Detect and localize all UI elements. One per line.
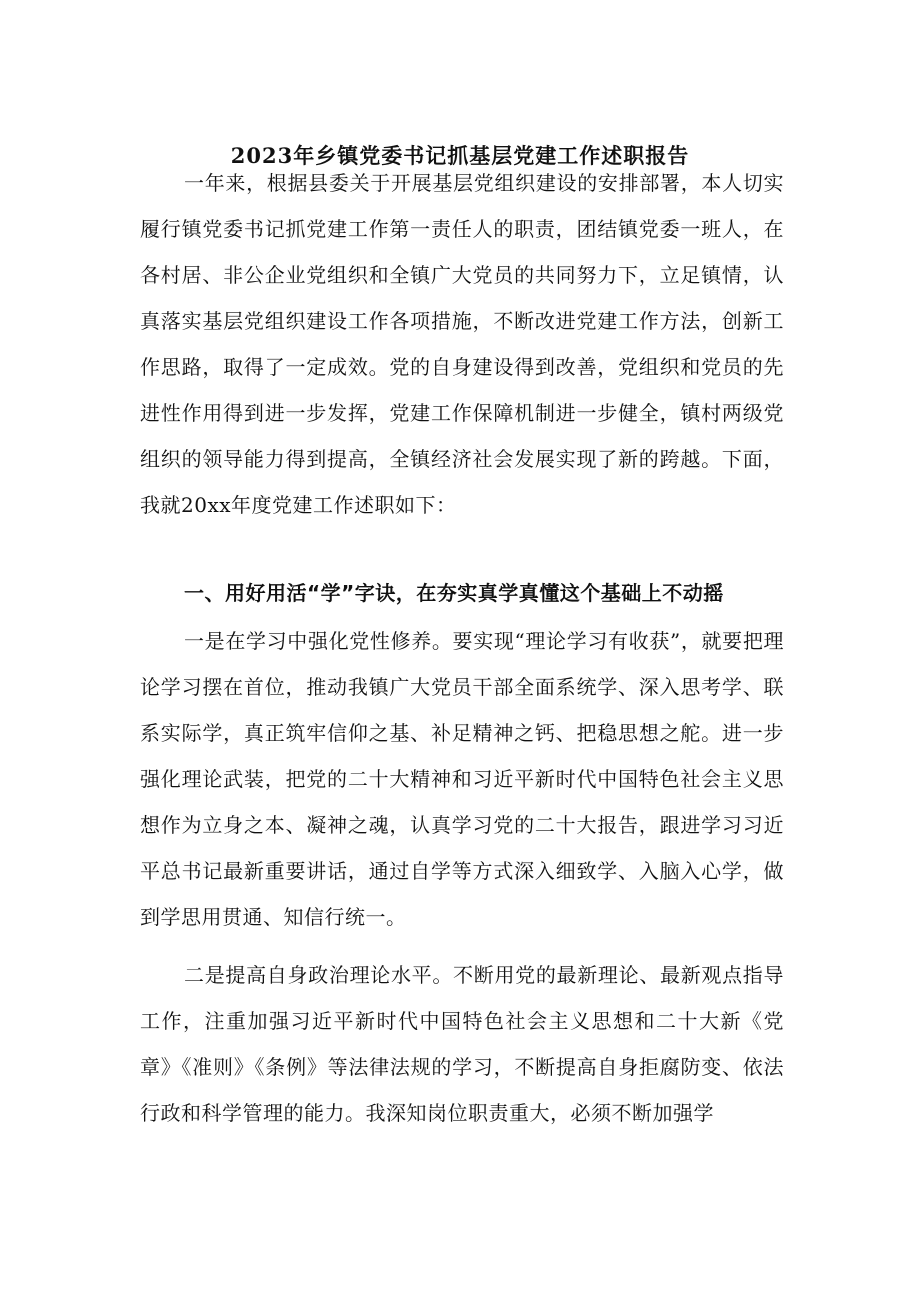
document-title: 2023年乡镇党委书记抓基层党建工作述职报告 — [230, 143, 690, 168]
paragraph-study-party-spirit: 一是在学习中强化党性修养。要实现“理论学习有收获”，就要把理论学习摆在首位，推动我镇广大党员干部全面系统学、深入思考学、联系实际学，真正筑牢信仰之基、补足精神之钙、把稳思想之舵。进一步强化理论武装，把党的二十大精神和习近平新时代中国特色社会主义思想作为立身之本、凝神之魂，认真学习党的二十大报告，跟进学习习近平总书记最新重要讲话，通过自学等方式深入细致学、入脑入心学，做到学思用贯通、知信行统一。 — [140, 629, 784, 929]
section-heading-1: 一、用好用活“学”字诀，在夯实真学真懂这个基础上不动摇 — [184, 581, 724, 605]
paragraph-political-theory: 二是提高自身政治理论水平。不断用党的最新理论、最新观点指导工作，注重加强习近平新时代中国特色社会主义思想和二十大新《党章》《准则》《条例》等法律法规的学习，不断提高自身拒腐防变、依法行政和科学管理的能力。我深知岗位职责重大，必须不断加强学 — [140, 963, 784, 1125]
paragraph-intro: 一年来，根据县委关于开展基层党组织建设的安排部署，本人切实履行镇党委书记抓党建工作第一责任人的职责，团结镇党委一班人，在各村居、非公企业党组织和全镇广大党员的共同努力下，立足镇情，认真落实基层党组织建设工作各项措施，不断改进党建工作方法，创新工作思路，取得了一定成效。党的自身建设得到改善，党组织和党员的先进性作用得到进一步发挥，党建工作保障机制进一步健全，镇村两级党组织的领导能力得到提高，全镇经济社会发展实现了新的跨越。下面，我就20xx年度党建工作述职如下： — [140, 171, 784, 517]
